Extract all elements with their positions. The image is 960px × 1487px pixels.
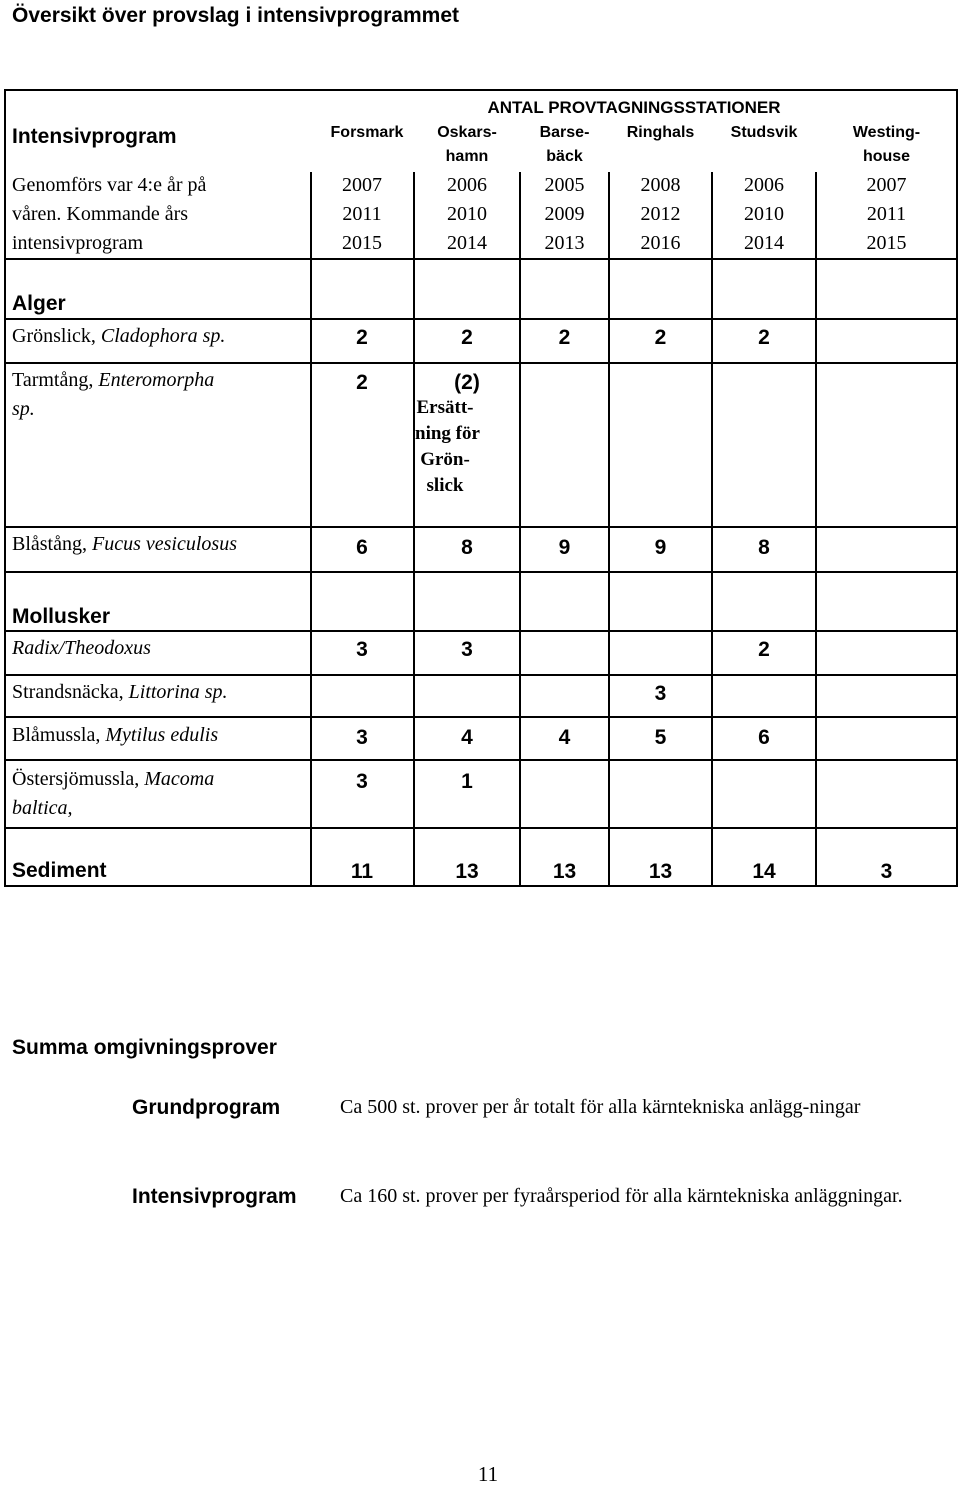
years-forsmark: 2007 2011 2015 bbox=[342, 174, 382, 254]
summary-text-intensivprogram: Ca 160 st. prover per fyraårsperiod för alla kärntekniska anläggningar. bbox=[340, 1185, 903, 1207]
sediment-barseback: 13 bbox=[552, 860, 577, 883]
row-label-gronslick: Grönslick, Cladophora sp. bbox=[12, 325, 226, 347]
years-studsvik: 2006 2010 2014 bbox=[744, 174, 784, 254]
row-label-ostersjomussla: Östersjömussla, Macoma baltica, bbox=[12, 768, 215, 819]
sediment-studsvik: 14 bbox=[752, 860, 776, 883]
row-label-tarmtang: Tarmtång, Enteromorpha sp. bbox=[12, 369, 215, 420]
radix-studsvik: 2 bbox=[758, 638, 770, 661]
blamussla-ringhals: 5 bbox=[654, 726, 667, 749]
column-divider bbox=[711, 258, 713, 887]
page-number: 11 bbox=[477, 1462, 499, 1486]
blastang-barseback: 9 bbox=[558, 536, 571, 559]
blamussla-forsmark: 3 bbox=[356, 726, 368, 749]
station-barseback: Barse- bäck bbox=[539, 124, 590, 165]
column-divider bbox=[815, 258, 817, 887]
blastang-studsvik: 8 bbox=[758, 536, 770, 559]
years-westinghouse: 2007 2011 2015 bbox=[866, 174, 907, 254]
row-label-radix: Radix/Theodoxus bbox=[12, 637, 151, 659]
page-title: Översikt över provslag i intensivprogrammet bbox=[12, 4, 459, 27]
radix-oskarshamn: 3 bbox=[461, 638, 473, 661]
sediment-westinghouse: 3 bbox=[880, 860, 893, 883]
gronslick-barseback: 2 bbox=[558, 326, 571, 349]
column-divider bbox=[519, 258, 521, 887]
header-intensivprogram: Intensivprogram bbox=[12, 125, 177, 148]
blamussla-barseback: 4 bbox=[558, 726, 571, 749]
blamussla-oskarshamn: 4 bbox=[461, 726, 473, 749]
column-divider bbox=[413, 258, 415, 887]
years-barseback: 2005 2009 2013 bbox=[544, 174, 585, 254]
tarmtang-oskarshamn-note: Ersätt- ning för Grön- slick bbox=[415, 397, 480, 496]
blastang-oskarshamn: 8 bbox=[461, 536, 473, 559]
section-alger: Alger bbox=[12, 292, 66, 315]
column-divider bbox=[608, 258, 610, 887]
gronslick-oskarshamn: 2 bbox=[461, 326, 473, 349]
section-mollusker: Mollusker bbox=[12, 605, 111, 628]
table-border-top bbox=[4, 89, 958, 91]
gronslick-forsmark: 2 bbox=[356, 326, 368, 349]
ostersjomussla-forsmark: 3 bbox=[356, 770, 368, 793]
station-studsvik: Studsvik bbox=[730, 124, 798, 141]
station-westinghouse: Westing- house bbox=[852, 124, 921, 165]
sediment-ringhals: 13 bbox=[648, 860, 673, 883]
station-forsmark: Forsmark bbox=[330, 124, 404, 141]
row-label-blastang: Blåstång, Fucus vesiculosus bbox=[12, 533, 237, 555]
tarmtang-forsmark: 2 bbox=[356, 371, 368, 394]
table-border-right bbox=[956, 89, 958, 887]
radix-forsmark: 3 bbox=[356, 638, 368, 661]
header-antal-provtagningsstationer: ANTAL PROVTAGNINGSSTATIONER bbox=[487, 98, 781, 117]
sediment-forsmark: 11 bbox=[350, 860, 374, 883]
summary-text-grundprogram: Ca 500 st. prover per år totalt för alla kärntekniska anlägg-ningar bbox=[340, 1096, 861, 1118]
years-ringhals: 2008 2012 2016 bbox=[640, 174, 681, 254]
column-divider bbox=[310, 258, 312, 887]
station-ringhals: Ringhals bbox=[626, 124, 695, 141]
schedule-label: Genomförs var 4:e år på våren. Kommande års intensivprogram bbox=[12, 174, 207, 254]
blastang-ringhals: 9 bbox=[654, 536, 667, 559]
summary-label-grundprogram: Grundprogram bbox=[132, 1096, 281, 1119]
table-border-left bbox=[4, 89, 6, 887]
gronslick-ringhals: 2 bbox=[654, 326, 667, 349]
station-oskarshamn: Oskars- hamn bbox=[437, 124, 497, 165]
row-label-blamussla: Blåmussla, Mytilus edulis bbox=[12, 724, 219, 746]
ostersjomussla-oskarshamn: 1 bbox=[461, 770, 473, 793]
gronslick-studsvik: 2 bbox=[758, 326, 770, 349]
blamussla-studsvik: 6 bbox=[758, 726, 770, 749]
sediment-oskarshamn: 13 bbox=[455, 860, 479, 883]
section-sediment: Sediment bbox=[12, 859, 107, 882]
years-oskarshamn: 2006 2010 2014 bbox=[447, 174, 487, 254]
row-label-strandsnacka: Strandsnäcka, Littorina sp. bbox=[12, 681, 228, 703]
blastang-forsmark: 6 bbox=[356, 536, 368, 559]
strandsnacka-ringhals: 3 bbox=[654, 682, 667, 705]
summary-label-intensivprogram: Intensivprogram bbox=[132, 1185, 297, 1208]
tarmtang-oskarshamn: (2) bbox=[454, 371, 480, 394]
summary-title: Summa omgivningsprover bbox=[12, 1036, 277, 1059]
